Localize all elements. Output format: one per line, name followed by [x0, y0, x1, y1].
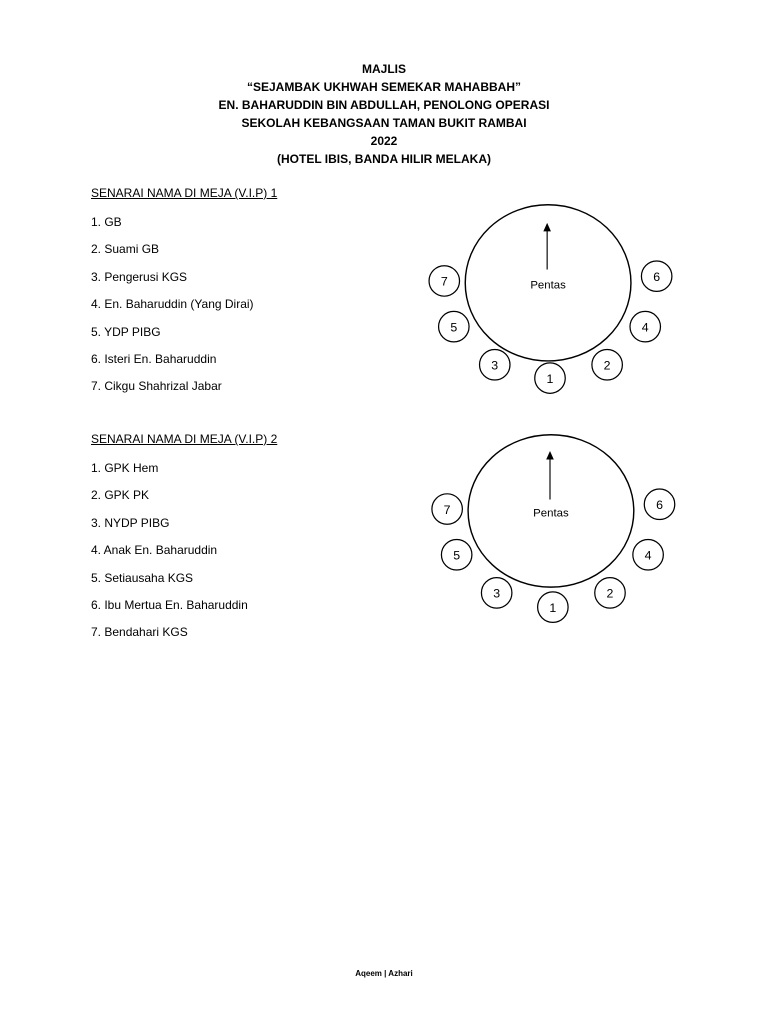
list-item: 7. Bendahari KGS — [91, 625, 188, 640]
list-item: 4. Anak En. Baharuddin — [91, 543, 218, 558]
svg-text:5: 5 — [453, 548, 461, 563]
svg-text:7: 7 — [443, 502, 451, 517]
svg-text:2: 2 — [603, 358, 611, 373]
arrow-head-icon — [543, 223, 551, 232]
seat-1 — [535, 363, 565, 393]
svg-text:3: 3 — [493, 586, 501, 601]
list-item: 3. Pengerusi KGS — [91, 269, 188, 284]
seat-4 — [630, 311, 660, 341]
svg-text:3: 3 — [491, 358, 499, 373]
svg-text:1: 1 — [549, 600, 557, 615]
svg-text:2: 2 — [606, 586, 614, 601]
header-line-6: (HOTEL IBIS, BANDA HILIR MELAKA) — [277, 152, 491, 166]
header-line-5: 2022 — [370, 134, 398, 148]
table-1-seating-diagram — [410, 200, 690, 400]
list-item: 5. YDP PIBG — [91, 324, 161, 339]
table-2-title: SENARAI NAMA DI MEJA (V.I.P) 2 — [91, 432, 278, 446]
seat-3 — [480, 350, 510, 380]
svg-text:6: 6 — [656, 498, 663, 513]
seat-3 — [481, 578, 511, 608]
seat-4 — [633, 540, 663, 570]
table-1-name-list — [91, 214, 254, 406]
table-1-title: SENARAI NAMA DI MEJA (V.I.P) 1 — [91, 186, 278, 200]
arrow-head-icon — [546, 451, 554, 460]
list-item: 7. Cikgu Shahrizal Jabar — [91, 379, 222, 394]
seat-7 — [429, 266, 459, 296]
svg-text:5: 5 — [450, 320, 458, 335]
document-header — [0, 60, 768, 168]
svg-text:1: 1 — [546, 371, 554, 386]
document-footer: Aqeem | Azhari — [355, 969, 413, 978]
header-line-3: EN. BAHARUDDIN BIN ABDULLAH, PENOLONG OPERASI — [218, 98, 550, 112]
svg-text:7: 7 — [440, 274, 448, 289]
table-2-name-list — [91, 460, 248, 652]
list-item: 1. GB — [91, 215, 122, 229]
seat-5 — [441, 540, 471, 570]
seat-6 — [644, 489, 674, 519]
header-line-1: MAJLIS — [361, 62, 406, 76]
header-line-4: SEKOLAH KEBANGSAAN TAMAN BUKIT RAMBAI — [241, 116, 527, 130]
table-2-seating-diagram — [410, 430, 690, 630]
list-item: 3. NYDP PIBG — [91, 515, 170, 530]
list-item: 6. Isteri En. Baharuddin — [91, 351, 217, 366]
seat-5 — [439, 311, 469, 341]
list-item: 6. Ibu Mertua En. Baharuddin — [91, 597, 248, 612]
stage-label: Pentas — [530, 279, 566, 292]
list-item: 5. Setiausaha KGS — [91, 570, 194, 585]
list-item: 2. Suami GB — [91, 242, 160, 257]
list-item: 1. GPK Hem — [91, 461, 159, 475]
seat-6 — [641, 261, 671, 291]
seat-2 — [592, 350, 622, 380]
seat-7 — [432, 494, 462, 524]
list-item: 2. GPK PK — [91, 488, 150, 503]
svg-text:4: 4 — [644, 548, 652, 563]
header-line-2: “SEJAMBAK UKHWAH SEMEKAR MAHABBAH” — [246, 80, 521, 94]
seat-1 — [538, 592, 568, 622]
seat-2 — [595, 578, 625, 608]
svg-text:4: 4 — [641, 320, 649, 335]
stage-label: Pentas — [533, 507, 569, 520]
list-item: 4. En. Baharuddin (Yang Dirai) — [91, 297, 254, 312]
svg-text:6: 6 — [653, 269, 661, 284]
